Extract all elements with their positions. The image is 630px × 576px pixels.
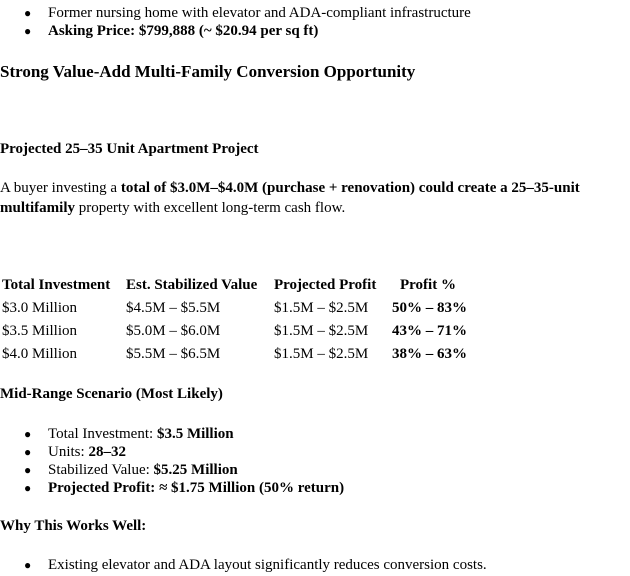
table-cell: $5.5M – $6.5M [126,346,221,362]
col-header-stabilized-value: Est. Stabilized Value [126,277,258,293]
intro-paragraph [0,178,630,218]
bullet-icon: ● [24,445,32,459]
table-row [0,297,490,320]
project-heading: Projected 25–35 Unit Apartment Project [0,141,259,157]
list-item-value: ≈ $1.75 Million (50% return) [159,480,345,496]
table-cell: $4.5M – $5.5M [126,300,221,316]
table-cell: $4.0 Million [2,346,78,362]
table-cell: 43% – 71% [392,323,467,339]
col-header-total-investment: Total Investment [2,277,111,293]
list-item-label: Projected Profit: [48,480,160,496]
bullet-icon: ● [24,6,32,20]
table-cell: 38% – 63% [392,346,467,362]
mid-range-heading: Mid-Range Scenario (Most Likely) [0,386,223,402]
table-cell: $5.0M – $6.0M [126,323,221,339]
list-item-text: Existing elevator and ADA layout significantly reduces conversion costs. [48,557,487,573]
why-heading: Why This Works Well: [0,518,147,534]
table-cell: 50% – 83% [392,300,467,316]
intro-post: property with excellent long-term cash flow. [75,200,346,216]
list-item-value: $5.25 Million [153,462,238,478]
list-item-value: 28–32 [88,444,126,460]
bullet-icon: ● [24,24,32,38]
list-item-label: Stabilized Value: [48,462,154,478]
list-item-label: Total Investment: [48,426,157,442]
table-cell: $1.5M – $2.5M [274,346,369,362]
intro-pre: A buyer investing a [0,180,121,196]
list-item-text: Former nursing home with elevator and ADA-compliant infrastructure [48,5,471,21]
intro-bold: total of $3.0M–$4.0M (purchase + renovation) could create a 25–35-unit multifamily [0,180,580,216]
bullet-icon: ● [24,463,32,477]
list-item-value: $3.5 Million [156,426,234,442]
col-header-profit-pct: Profit % [400,277,456,293]
bullet-icon: ● [24,427,32,441]
investment-table [0,274,490,366]
bullet-icon: ● [24,558,32,572]
table-cell: $3.0 Million [2,300,78,316]
asking-price-text: Asking Price: $799,888 (~ $20.94 per sq ft) [48,23,319,39]
table-cell: $3.5 Million [2,323,78,339]
table-row [0,320,490,343]
col-header-projected-profit: Projected Profit [274,277,377,293]
table-row [0,343,490,366]
table-cell: $1.5M – $2.5M [274,323,369,339]
section-title: Strong Value-Add Multi-Family Conversion Opportunity [0,62,416,81]
table-header-row [0,274,490,297]
table-cell: $1.5M – $2.5M [274,300,369,316]
bullet-icon: ● [24,481,32,495]
list-item-label: Units: [48,444,89,460]
